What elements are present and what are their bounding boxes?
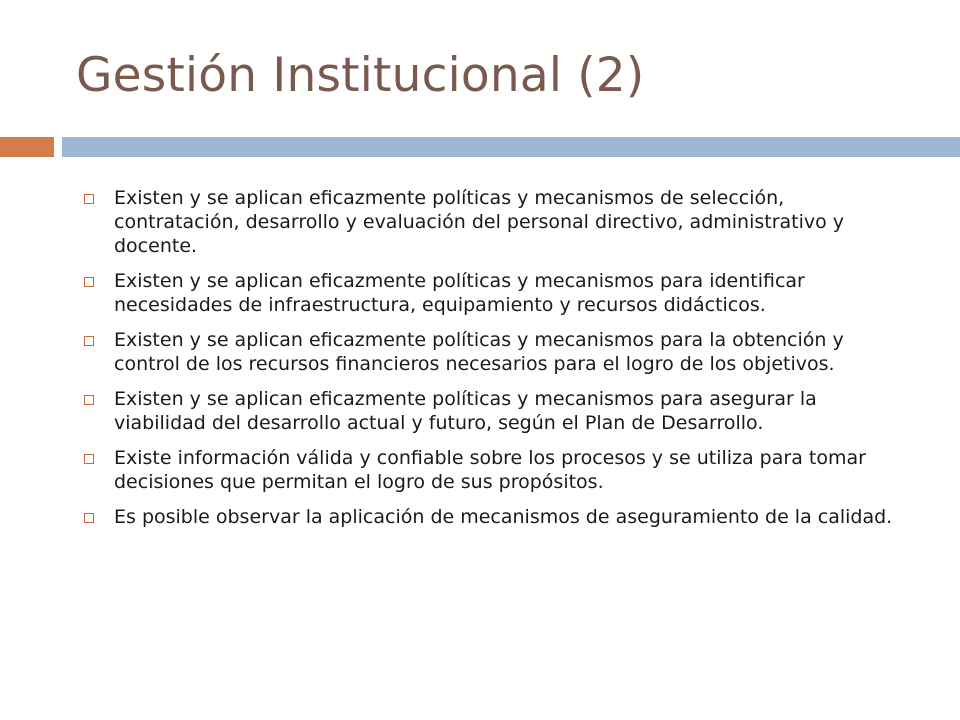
- hollow-square-icon: [84, 194, 94, 204]
- bullet-item: [84, 186, 910, 258]
- hollow-square-icon: [84, 336, 94, 346]
- bullet-text: Existe información válida y confiable sobre los procesos y se utiliza para tomar decisiones que permitan el logro de sus propósitos.: [114, 447, 866, 493]
- bullet-text: Existen y se aplican eficazmente políticas y mecanismos para asegurar la viabilidad del desarrollo actual y futuro, según el Plan de Desarrollo.: [114, 388, 817, 434]
- bullet-item: [84, 387, 910, 435]
- hollow-square-icon: [84, 277, 94, 287]
- slide-title: Gestión Institucional (2): [76, 48, 645, 103]
- bullet-item: [84, 505, 910, 529]
- hollow-square-icon: [84, 513, 94, 523]
- bullet-text: Existen y se aplican eficazmente políticas y mecanismos de selección, contratación, desarrollo y evaluación del personal directivo, administrativo y docente.: [114, 187, 845, 257]
- bullet-item: [84, 269, 910, 317]
- title-rule-accent: [0, 137, 54, 157]
- hollow-square-icon: [84, 395, 94, 405]
- title-rule-bar: [62, 137, 960, 157]
- hollow-square-icon: [84, 454, 94, 464]
- bullet-item: [84, 328, 910, 376]
- bullet-item: [84, 446, 910, 494]
- bullet-text: Es posible observar la aplicación de mecanismos de aseguramiento de la calidad.: [114, 506, 893, 528]
- bullet-list: [84, 186, 910, 540]
- bullet-text: Existen y se aplican eficazmente políticas y mecanismos para identificar necesidades de infraestructura, equipamiento y recursos didácticos.: [114, 270, 805, 316]
- bullet-text: Existen y se aplican eficazmente políticas y mecanismos para la obtención y control de los recursos financieros necesarios para el logro de los objetivos.: [114, 329, 844, 375]
